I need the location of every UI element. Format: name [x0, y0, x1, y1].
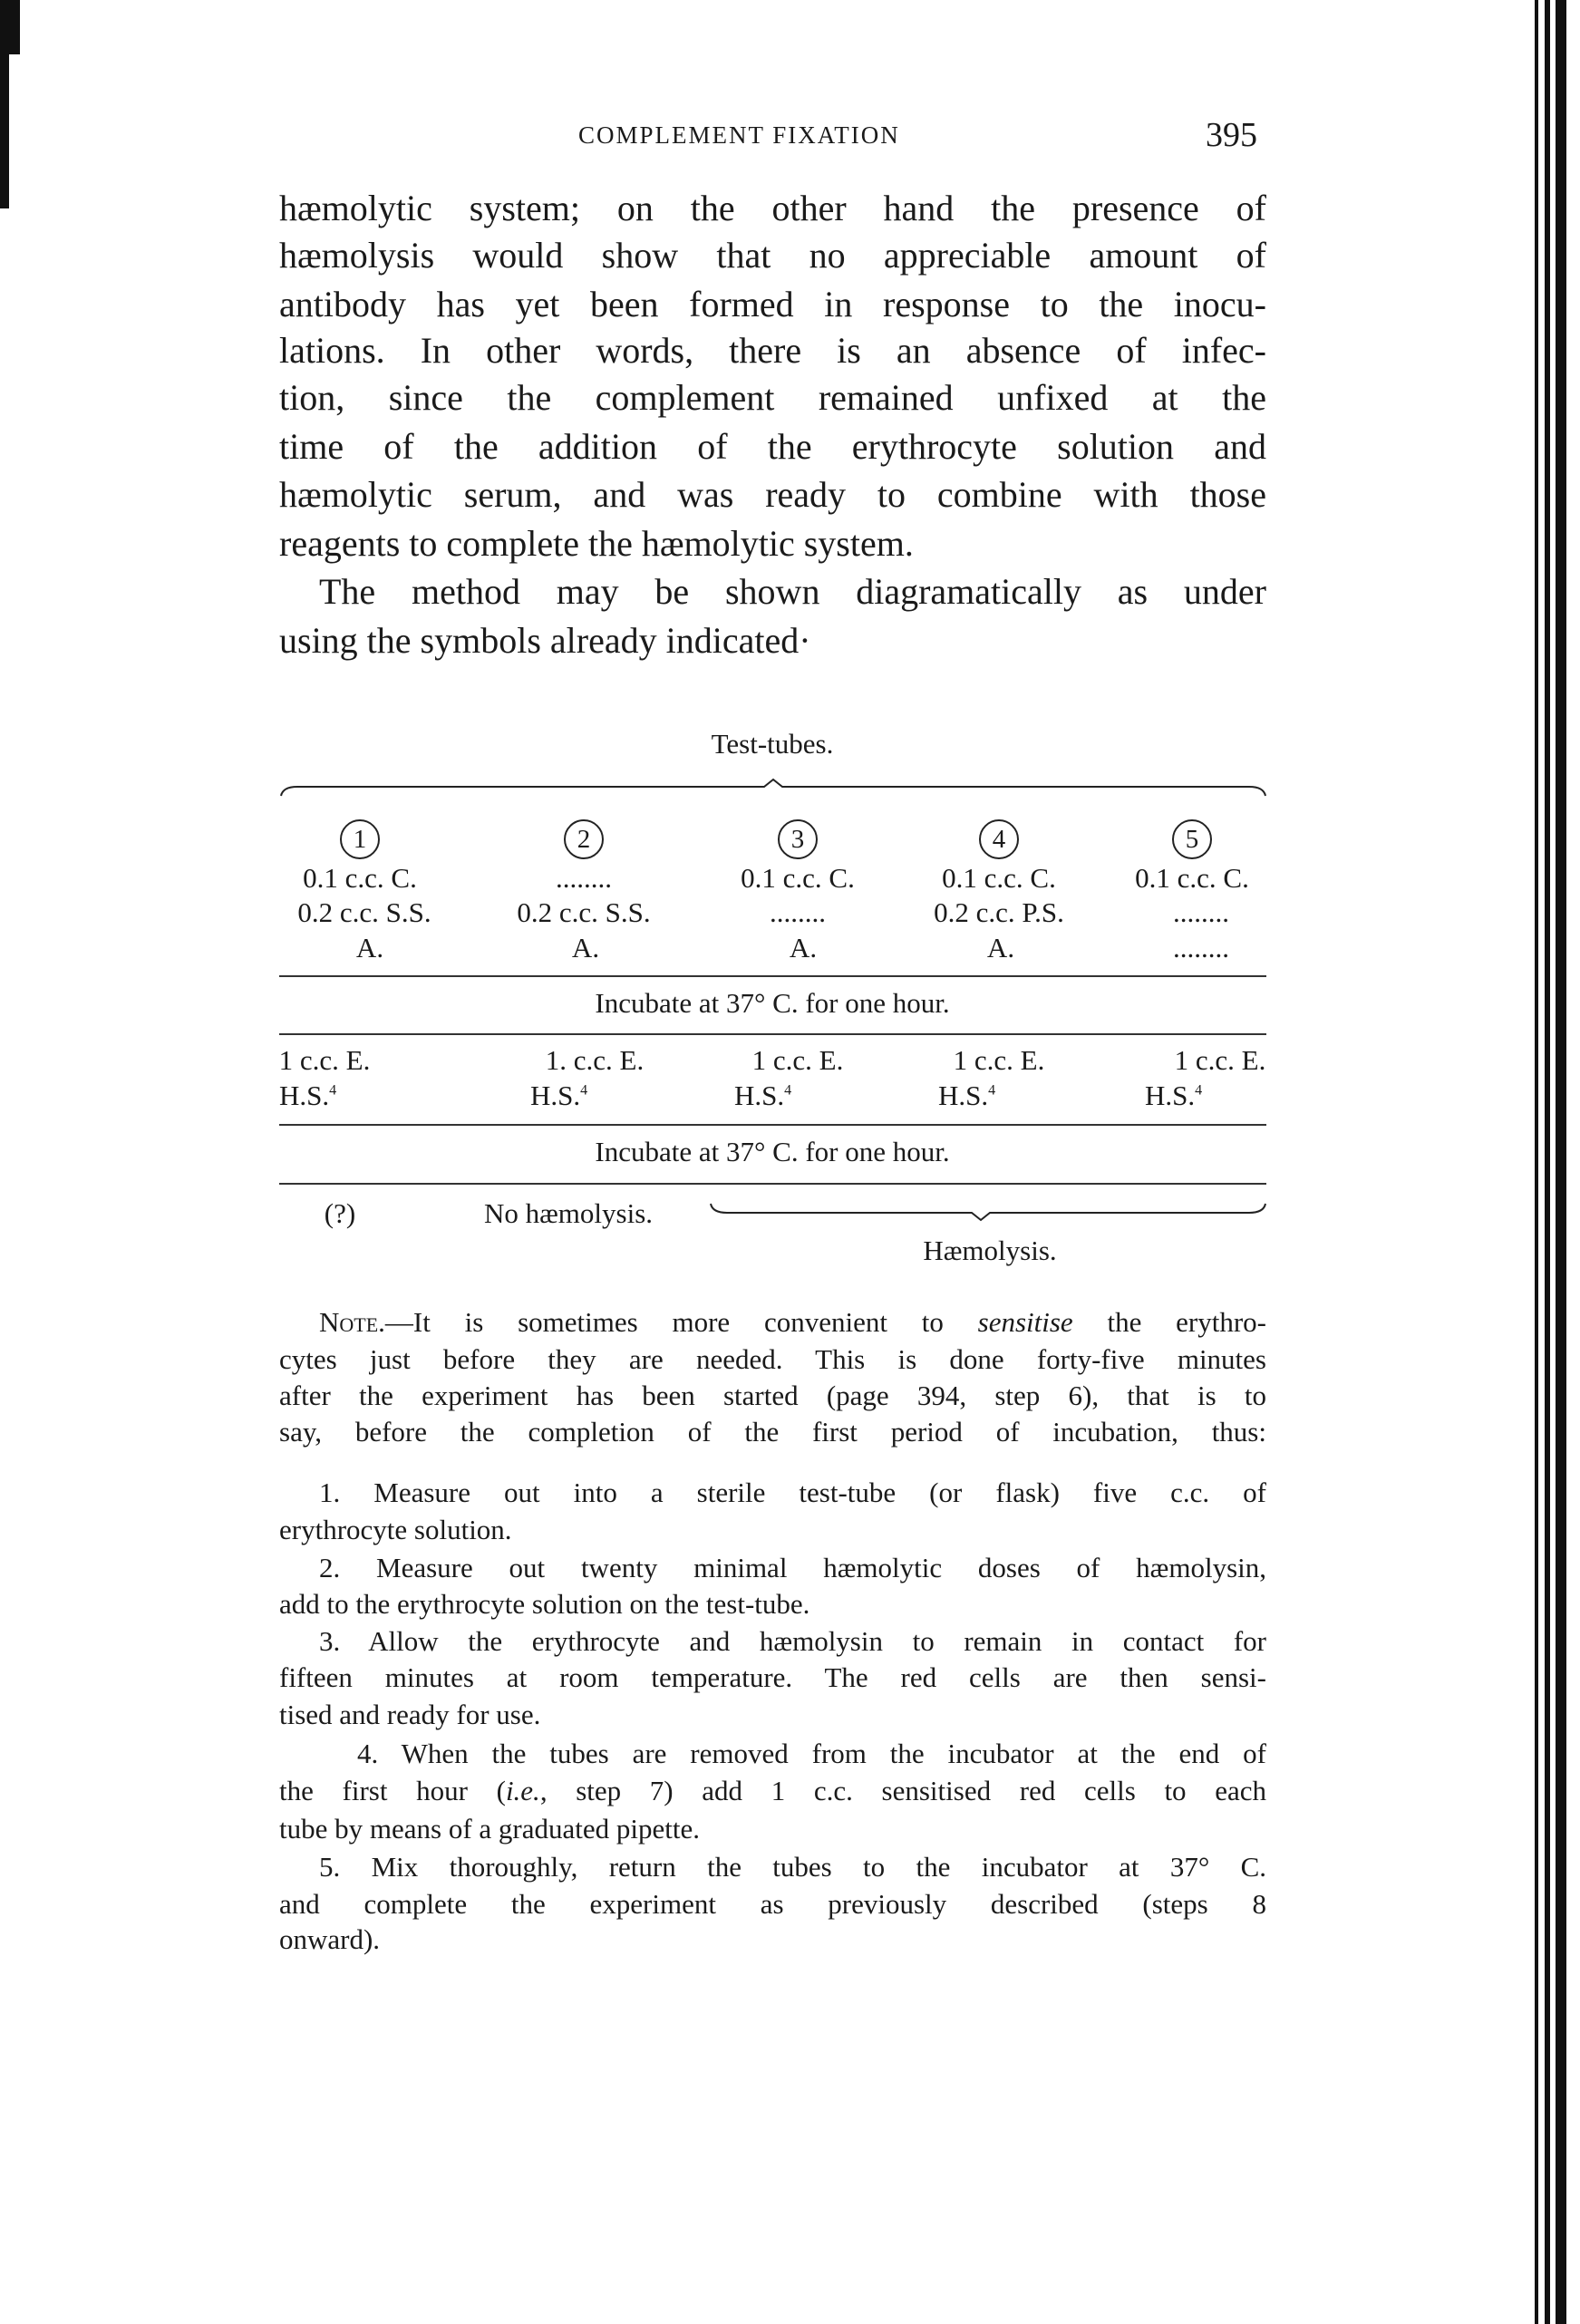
tube-cell [530, 1081, 587, 1109]
tube-cell [938, 1081, 995, 1109]
diagram-title: Test-tubes. [711, 728, 834, 760]
body-line: The method may be shown diagramatically as under [319, 571, 1266, 612]
step-line: 1. Measure out into a sterile test-tube (or flask) five c.c. of [319, 1477, 1266, 1508]
result-unknown: (?) [324, 1197, 356, 1229]
footnote-mark: 4 [1195, 1082, 1203, 1099]
scan-edge-mark [1556, 0, 1566, 2324]
tube-number-3: 3 [778, 819, 818, 859]
tube-cell: 0.2 c.c. P.S. [934, 896, 1064, 928]
step-line: 4. When the tubes are removed from the incubator at the end of [357, 1738, 1266, 1769]
note-text: —It is sometimes more convenient to [384, 1306, 978, 1338]
body-line: antibody has yet been formed in response to the inocu- [279, 284, 1266, 324]
tube-cell: A. [986, 932, 1015, 963]
running-title: COMPLEMENT FIXATION [578, 121, 900, 149]
step-line: and complete the experiment as previously described (steps 8 [279, 1888, 1266, 1920]
tube-cell: 0.2 c.c. S.S. [517, 896, 651, 928]
note-text: the erythro- [1072, 1306, 1266, 1338]
body-line: hæmolysis would show that no appreciable amount of [279, 235, 1266, 276]
step-line: tised and ready for use. [279, 1699, 541, 1730]
footnote-mark: 4 [580, 1082, 588, 1099]
tube-number-2: 2 [564, 819, 604, 859]
top-brace [279, 778, 1267, 798]
note-line [319, 1308, 1266, 1336]
tube-number-5: 5 [1172, 819, 1212, 859]
note-emphasis: sensitise [977, 1306, 1073, 1338]
step-line: tube by means of a graduated pipette. [279, 1813, 700, 1845]
tube-cell: 1 c.c. E. [751, 1044, 844, 1076]
footnote-mark: 4 [329, 1082, 337, 1099]
bottom-brace [709, 1202, 1267, 1222]
page-number: 395 [1206, 116, 1257, 154]
result-haemolysis: Hæmolysis. [923, 1235, 1057, 1266]
tube-cell: 1 c.c. E. [953, 1044, 1045, 1076]
step-line: add to the erythrocyte solution on the test-tube. [279, 1588, 810, 1620]
scan-edge-mark [0, 0, 9, 208]
tube-cell: ........ [770, 896, 826, 928]
footnote-mark: 4 [784, 1082, 792, 1099]
note-line: say, before the completion of the first period of incubation, thus: [279, 1416, 1266, 1448]
tube-cell: ........ [1173, 896, 1229, 928]
tube-cell: 0.1 c.c. C. [1135, 862, 1249, 894]
tube-cell: 0.1 c.c. C. [303, 862, 417, 894]
step-line: fifteen minutes at room temperature. The red cells are then sensi- [279, 1661, 1266, 1693]
reagent-label: H.S. [530, 1080, 581, 1111]
tube-cell [734, 1081, 791, 1109]
tube-cell: A. [789, 932, 818, 963]
divider [279, 1124, 1266, 1126]
step-line: 3. Allow the erythrocyte and hæmolysin to remain in contact for [319, 1625, 1266, 1657]
incubate-step: Incubate at 37° C. for one hour. [595, 1136, 950, 1167]
note-line: after the experiment has been started (page 394, step 6), that is to [279, 1380, 1266, 1411]
note-line: cytes just before they are needed. This is done forty-five minutes [279, 1343, 1266, 1375]
scan-edge-mark [1535, 0, 1538, 2324]
tube-cell: 0.2 c.c. S.S. [297, 896, 431, 928]
step-line: erythrocyte solution. [279, 1514, 512, 1545]
step-line: the first hour (i.e., step 7) add 1 c.c. sensitised red cells to each [279, 1775, 1266, 1806]
reagent-label: H.S. [734, 1080, 785, 1111]
tube-cell: 1 c.c. E. [1174, 1044, 1266, 1076]
footnote-mark: 4 [988, 1082, 996, 1099]
result-no-haemolysis: No hæmolysis. [483, 1197, 654, 1229]
step-line: onward). [279, 1923, 381, 1955]
tube-number-4: 4 [979, 819, 1019, 859]
tube-cell: 0.1 c.c. C. [942, 862, 1056, 894]
tube-cell [279, 1081, 336, 1109]
reagent-label: H.S. [1145, 1080, 1196, 1111]
divider [279, 1033, 1266, 1035]
divider [279, 975, 1266, 977]
tube-cell: 0.1 c.c. C. [741, 862, 855, 894]
step-text: the first hour [279, 1775, 468, 1806]
body-line: hæmolytic serum, and was ready to combine with those [279, 474, 1266, 515]
tube-cell: A. [571, 932, 600, 963]
incubate-step: Incubate at 37° C. for one hour. [595, 987, 950, 1019]
step-line: 2. Measure out twenty minimal hæmolytic doses of hæmolysin, [319, 1552, 1266, 1583]
tube-cell: ........ [556, 862, 612, 894]
reagent-label: H.S. [938, 1080, 989, 1111]
step-line: 5. Mix thoroughly, return the tubes to the incubator at 37° C. [319, 1851, 1266, 1883]
note-label: Note. [319, 1306, 385, 1338]
step-text: step 7) add 1 c.c. sensitised red cells to each [576, 1775, 1266, 1806]
tube-cell: ........ [1173, 932, 1229, 963]
body-line: lations. In other words, there is an absence of infec- [279, 330, 1266, 371]
reagent-label: H.S. [279, 1080, 330, 1111]
step-emphasis: i.e. [505, 1775, 540, 1806]
body-line: tion, since the complement remained unfixed at the [279, 377, 1266, 418]
tube-cell: A. [355, 932, 384, 963]
body-line: reagents to complete the hæmolytic system. [279, 523, 914, 564]
tube-cell [1145, 1081, 1202, 1109]
scan-edge-mark [1545, 0, 1550, 2324]
body-line: using the symbols already indicated· [279, 620, 811, 661]
tube-cell: 1. c.c. E. [545, 1044, 645, 1076]
tube-cell: 1 c.c. E. [278, 1044, 371, 1076]
divider [279, 1183, 1266, 1185]
body-line: time of the addition of the erythrocyte solution and [279, 426, 1266, 467]
tube-number-1: 1 [340, 819, 380, 859]
body-line: hæmolytic system; on the other hand the presence of [279, 188, 1266, 228]
